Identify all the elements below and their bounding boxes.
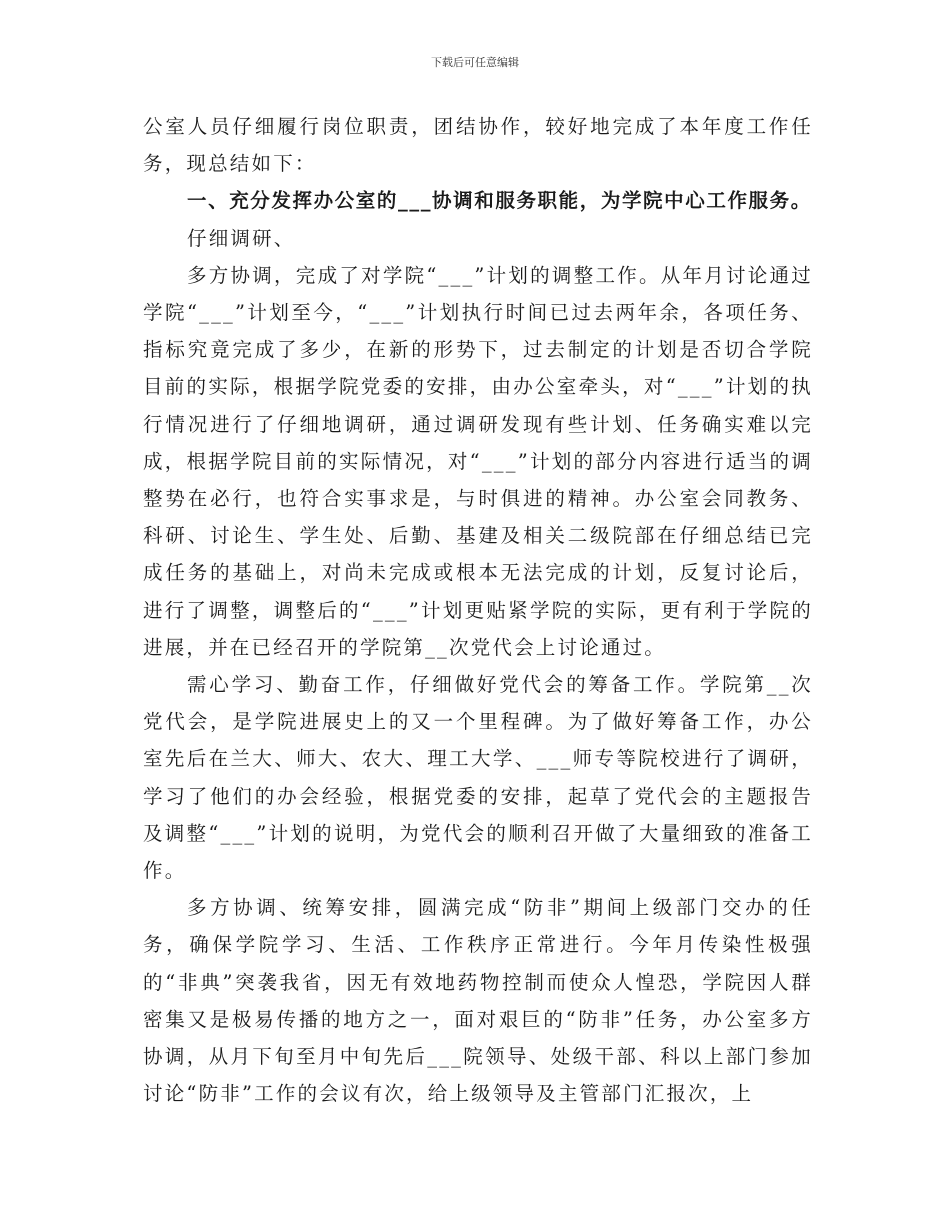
paragraph-sars-prevention: 多方协调、统筹安排，圆满完成“防非”期间上级部门交办的任务，确保学院学习、生活、工作秩序正常进行。今年月传染性极强的“非典”突袭我省，因无有效地药物控制而使众人惶恐，学院因人群密集又是极易传播的地方之一，面对艰巨的“防非”任务，办公室多方协调，从月下旬至月中旬先后___院领导、处级干部、科以上部门参加讨论“防非”工作的会议有次，给上级领导及主管部门汇报次，上 xyxy=(143,896,813,1106)
section-heading-1: 一、充分发挥办公室的___协调和服务职能，为学院中心工作服务。 xyxy=(187,189,812,213)
paragraph-party-congress: 需心学习、勤奋工作，仔细做好党代会的筹备工作。学院第__次党代会，是学院进展史上的又一个里程碑。为了做好筹备工作，办公室先后在兰大、师大、农大、理工大学、___师专等院校进行了调研，学习了他们的办会经验，根据党委的安排，起草了党代会的主题报告及调整“___”计划的说明，为党代会的顺利召开做了大量细致的准备工作。 xyxy=(143,673,813,883)
document-body xyxy=(143,108,813,1112)
paragraph-plan-adjustment: 多方协调，完成了对学院“___”计划的调整工作。从年月讨论通过学院“___”计划至今，“___”计划执行时间已过去两年余，各项任务、指标究竟完成了多少，在新的形势下，过去制定的计划是否切合学院目前的实际，根据学院党委的安排，由办公室牵头，对“___”计划的执行情况进行了仔细地调研，通过调研发现有些计划、任务确实难以完成，根据学院目前的实际情况，对“___”计划的部分内容进行适当的调整势在必行，也符合实事求是，与时俱进的精神。办公室会同教务、科研、讨论生、学生处、后勤、基建及相关二级院部在仔细总结已完成任务的基础上，对尚未完成或根本无法完成的计划，反复讨论后，进行了调整，调整后的“___”计划更贴紧学院的实际，更有利于学院的进展，并在已经召开的学院第__次党代会上讨论通过。 xyxy=(143,263,813,659)
paragraph-intro: 公室人员仔细履行岗位职责，团结协作，较好地完成了本年度工作任务，现总结如下： xyxy=(143,115,813,176)
page-header: 下载后可任意编辑 xyxy=(431,56,519,69)
paragraph-research: 仔细调研、 xyxy=(187,226,296,250)
